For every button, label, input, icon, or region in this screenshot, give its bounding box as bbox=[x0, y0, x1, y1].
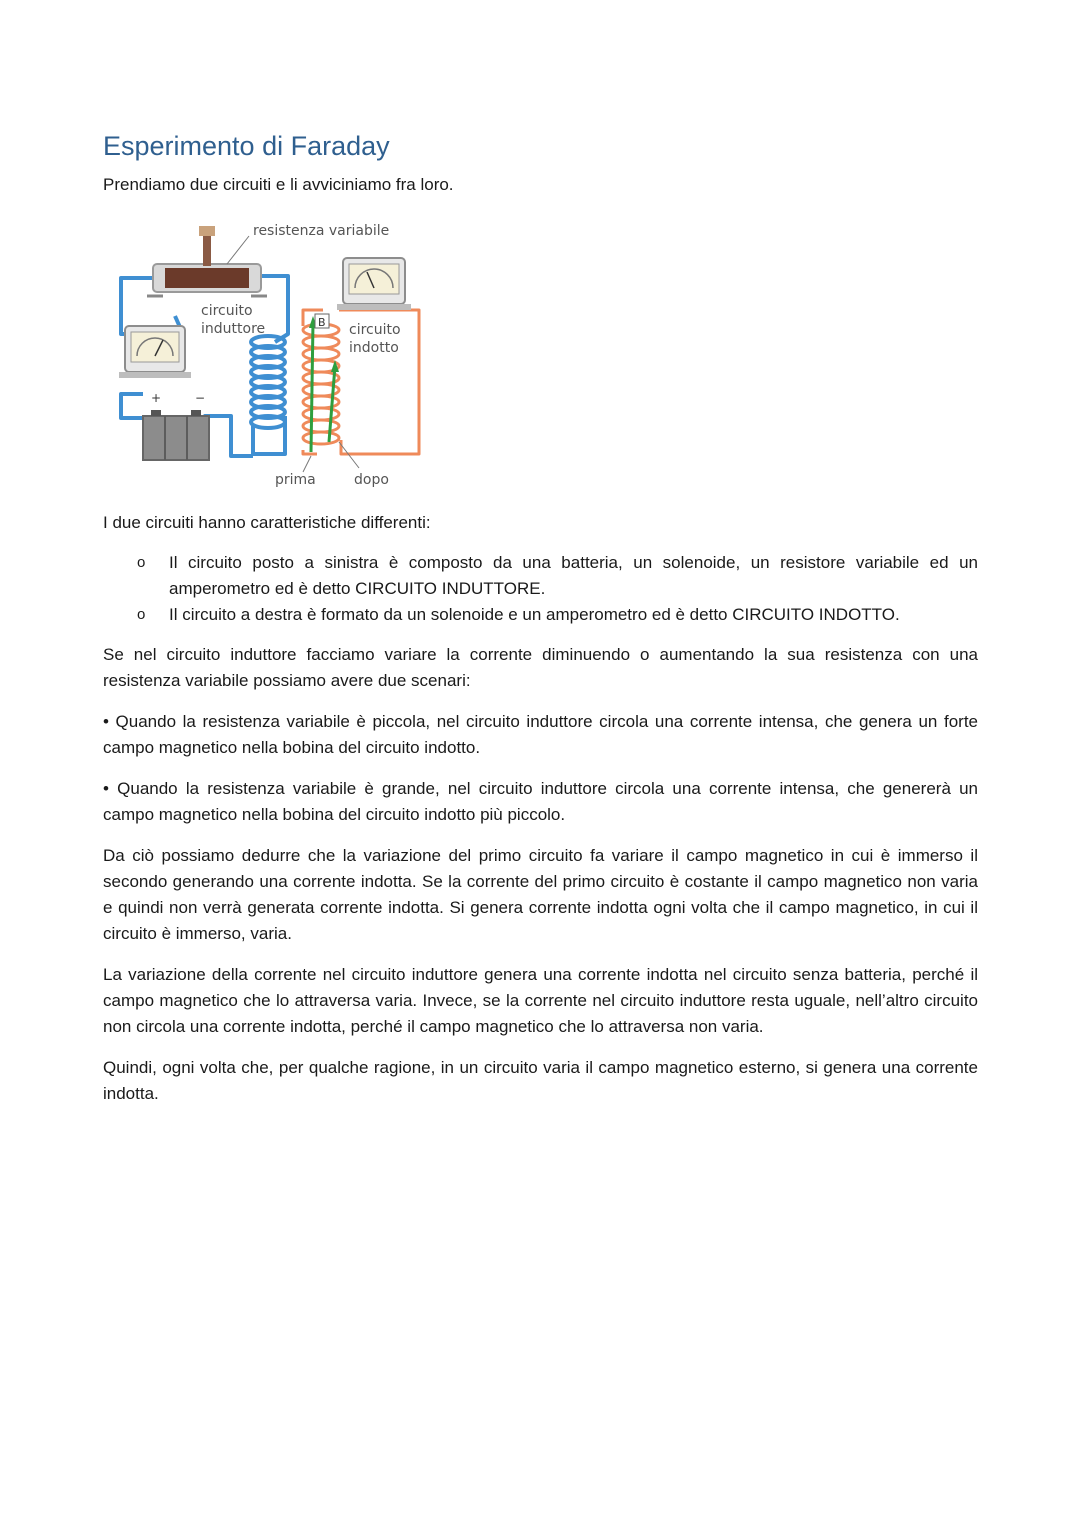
label-prima: prima bbox=[275, 472, 316, 488]
battery-minus-label: − bbox=[195, 391, 206, 405]
paragraph-scenarios: Se nel circuito induttore facciamo variare la corrente diminuendo o aumentando la sua resistenza con una resistenza variabile possiamo avere due scenari: bbox=[103, 645, 978, 690]
list-lead-text: I due circuiti hanno caratteristiche differenti: bbox=[103, 513, 431, 532]
document-page bbox=[103, 128, 978, 1122]
b-vector-label: B bbox=[318, 316, 326, 329]
label-circuito-induttore-2: induttore bbox=[201, 321, 266, 337]
label-circuito-indotto-1: circuito bbox=[349, 322, 401, 338]
label-circuito-indotto-2: indotto bbox=[349, 340, 399, 356]
list-bullet: o bbox=[137, 606, 146, 623]
battery bbox=[143, 391, 209, 460]
label-dopo: dopo bbox=[354, 472, 389, 488]
right-ammeter bbox=[337, 258, 411, 310]
paragraph-large-resistance: • Quando la resistenza variabile è grande, nel circuito induttore circola una corrente intensa, che genererà un campo magnetico nella bobina del circuito indotto più piccolo. bbox=[103, 779, 978, 824]
battery-plus-label: + bbox=[151, 391, 162, 405]
paragraph-variation: La variazione della corrente nel circuito induttore genera una corrente indotta nel circuito senza batteria, perché il campo magnetico che lo attraversa varia. Invece, se la corrente nel circuito induttore resta uguale, nell’altro circuito non circola una corrente indotta, perché il campo magnetico che lo attraversa non varia. bbox=[103, 965, 978, 1036]
list-item bbox=[137, 602, 978, 628]
list-item bbox=[137, 550, 978, 602]
list-item-text: Il circuito a destra è formato da un solenoide e un amperometro ed è detto CIRCUITO INDOTTO. bbox=[169, 605, 900, 624]
paragraph-small-resistance: • Quando la resistenza variabile è piccola, nel circuito induttore circola una corrente intensa, che genera un forte campo magnetico nella bobina del circuito indotto. bbox=[103, 712, 978, 757]
intro-text: Prendiamo due circuiti e li avviciniamo fra loro. bbox=[103, 175, 454, 194]
inductor-coil bbox=[251, 336, 285, 428]
list-item-text: Il circuito posto a sinistra è composto da una batteria, un solenoide, un resistore variabile ed un amperometro ed è detto CIRCUITO INDUTTORE. bbox=[169, 553, 978, 598]
paragraph-conclusion: Quindi, ogni volta che, per qualche ragione, in un circuito varia il campo magnetico esterno, si genera una corrente indotta. bbox=[103, 1058, 978, 1103]
b-vector-marker bbox=[315, 314, 329, 329]
list-bullet: o bbox=[137, 554, 146, 571]
circuit-list bbox=[103, 550, 978, 628]
faraday-figure bbox=[103, 216, 433, 486]
page-title: Esperimento di Faraday bbox=[103, 131, 390, 161]
left-ammeter bbox=[119, 326, 191, 378]
label-resistenza-variabile: resistenza variabile bbox=[253, 223, 390, 239]
label-circuito-induttore-1: circuito bbox=[201, 303, 253, 319]
paragraph-deduction: Da ciò possiamo dedurre che la variazione del primo circuito fa variare il campo magnetico in cui è immerso il secondo generando una corrente indotta. Se la corrente del primo circuito è costante il campo magnetico non varia e quindi non verrà generata corrente indotta. Si genera corrente indotta ogni volta che il campo magnetico, in cui il circuito è immerso, varia. bbox=[103, 846, 978, 943]
